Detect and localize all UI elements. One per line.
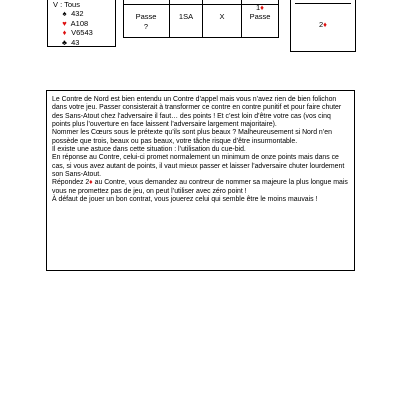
paragraph: À défaut de jouer un bon contrat, vous jouerez celui qui semble être le moins mauvais ! [52, 196, 318, 204]
paragraph [52, 179, 349, 196]
club-cards: 43 [71, 37, 80, 47]
club-icon: ♣ [62, 37, 67, 47]
paragraph-text: au Contre, vous demandez au contreur de nommer sa majeure la plus longue mais vous ne promettez pas de jeu, on peut l’utiliser avec zéro point ! [52, 179, 348, 195]
bid-cell: Passe [249, 12, 271, 21]
paragraph: Nommer les Cœurs sous le prétexte qu’ils sont plus beaux ? Malheureusement si Nord n’en possède que trois, beaux ou pas beaux, votre tâche risque d’être insurmontable. [52, 129, 332, 145]
club-holding [54, 38, 115, 47]
bidding-table [123, 0, 279, 38]
spade-icon: ♠ [62, 9, 67, 19]
heart-icon: ♥ [62, 18, 67, 28]
bid-cell: X [219, 12, 225, 21]
spade-cards: 432 [71, 9, 84, 19]
answer-box [290, 0, 356, 52]
bid-cell: 1SA [178, 12, 194, 21]
paragraph: En réponse au Contre, celui-ci promet normalement un minimum de onze points mais dans ce cas, si vous avez autant de points, il vaut mieux passer et laisser l’adversaire chuter lourdement son Sans-Atout. [52, 154, 345, 179]
explanation-box [46, 90, 355, 271]
bid-cell: Passe [135, 12, 157, 21]
diamond-icon: ♦ [260, 3, 264, 12]
divider [295, 3, 351, 4]
paragraph: Il existe une astuce dans cette situation : l’utilisation du cue-bid. [52, 146, 246, 154]
diamond-holding [54, 28, 115, 37]
bid-cell: ? [143, 22, 149, 31]
heart-holding [54, 19, 115, 28]
vulnerability-label: V : Tous [53, 0, 80, 9]
diamond-icon: ♦ [323, 20, 327, 29]
paragraph-text: Répondez 2 [52, 179, 90, 187]
diamond-icon: ♦ [62, 28, 67, 38]
paragraph: Le Contre de Nord est bien entendu un Contre d’appel mais vous n’avez rien de bien folichon dans votre jeu. Passer consisterait à transformer ce contre en contre punitif et pour faire chuter des Sans-Atout chez l’adversaire il faut… des points ! Et c’est loin d’être votre cas (vos cinq points plus l’ouverture en face laissent l’adversaire largement majoritaire). [52, 96, 342, 129]
answer-bid [291, 20, 355, 29]
bid-cell [240, 3, 280, 12]
hand-diagram [47, 0, 116, 47]
bid-level: 1 [256, 3, 261, 12]
spade-holding [54, 9, 115, 18]
diamond-icon: ♦ [89, 179, 93, 187]
heart-cards: A108 [70, 18, 89, 28]
diamond-cards: V6543 [71, 28, 93, 38]
answer-level: 2 [319, 20, 324, 29]
